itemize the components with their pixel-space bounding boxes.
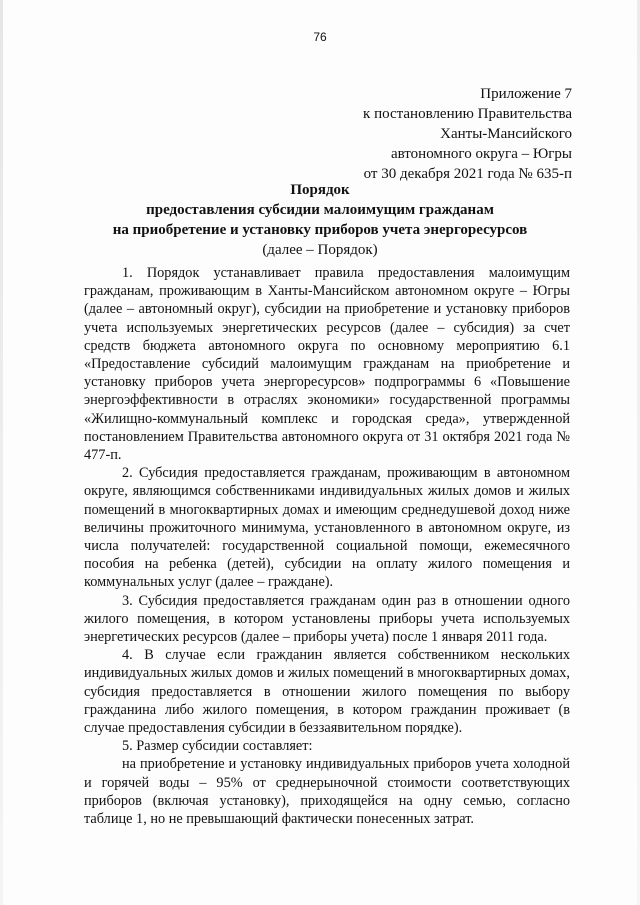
paragraph-1: 1. Порядок устанавливает правила предоставления малоимущим гражданам, проживающим в Ханты-Мансийском автономном округе – Югры (далее – автономный округ), субсидии на приобретение и установку приборов учета используемых энергетических ресурсов (далее – субсидия) за счет средств бюджета автономного округа по основному мероприятию 6.1 «Предоставление субсидий малоимущим гражданам на приобретение и установку приборов учета энергоресурсов» подпрограммы 6 «Повышение энергоэффективности в отраслях экономики» государственной программы «Жилищно-коммунальный комплекс и городская среда», утвержденной постановлением Правительства автономного округа от 31 октября 2021 года № 477-п.	[84, 265, 570, 464]
paragraph-5: 5. Размер субсидии составляет:	[122, 738, 313, 755]
paragraph-4: 4. В случае если гражданин является собственником нескольких индивидуальных жилых домов и жилых помещений в многоквартирных домах, субсидия предоставляется в отношении жилого помещения по выбору гражданина либо жилого помещения, в котором гражданин проживает (в случае предоставления субсидии в беззаявительном порядке).	[84, 647, 570, 737]
heading-title: Порядок	[290, 182, 350, 198]
appendix-line: Ханты-Мансийского	[440, 126, 572, 142]
appendix-line: Приложение 7	[480, 86, 572, 102]
document-body	[84, 264, 570, 828]
heading-line: на приобретение и установку приборов учета энергоресурсов	[112, 222, 528, 238]
paragraph-2: 2. Субсидия предоставляется гражданам, проживающим в автономном округе, являющимся собственниками индивидуальных жилых домов и жилых помещений в многоквартирных домах и имеющим среднедушевой доход ниже величины прожиточного минимума, установленного в автономном округе, из числа получателей: государственной социальной помощи, ежемесячного пособия на ребенка (детей), субсидии на оплату жилого помещения и коммунальных услуг (далее – граждане).	[84, 465, 570, 591]
page-number: 76	[313, 30, 327, 44]
heading-line: предоставления субсидии малоимущим гражданам	[146, 202, 494, 218]
appendix-header	[363, 84, 572, 184]
appendix-line: к постановлению Правительства	[363, 106, 572, 122]
document-heading	[0, 180, 640, 260]
heading-note: (далее – Порядок)	[262, 242, 378, 258]
paragraph-3: 3. Субсидия предоставляется гражданам один раз в отношении одного жилого помещения, в котором установлены приборы учета используемых энергетических ресурсов (далее – приборы учета) после 1 января 2011 года.	[84, 592, 570, 646]
scan-edge-left	[0, 0, 3, 905]
paragraph-6: на приобретение и установку индивидуальных приборов учета холодной и горячей воды – 95% от среднерыночной стоимости соответствующих приборов (включая установку), приходящейся на одну семью, согласно таблице 1, но не превышающий фактически понесенных затрат.	[84, 756, 570, 828]
appendix-line: от 30 декабря 2021 года № 635-п	[363, 166, 572, 182]
appendix-line: автономного округа – Югры	[390, 146, 572, 162]
